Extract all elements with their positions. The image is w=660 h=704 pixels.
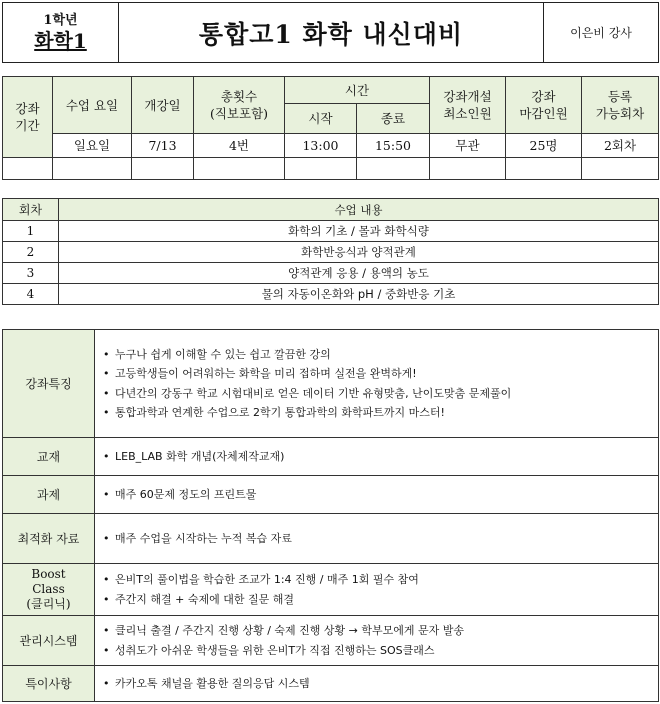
period-label: 강좌 기간 xyxy=(3,77,53,158)
session-no: 1 xyxy=(3,221,59,242)
session-content: 물의 자동이온화와 pH / 중화반응 기초 xyxy=(59,284,659,305)
sessions-table xyxy=(2,198,659,305)
management-value xyxy=(95,616,659,666)
empty-cell xyxy=(53,158,132,180)
header-time-end: 종료 xyxy=(357,104,430,134)
optimized-label: 최적화 자료 xyxy=(3,514,95,564)
grade-label: 1학년 xyxy=(43,12,78,28)
notes-item: • 카카오톡 채널을 활용한 질의응답 시스템 xyxy=(103,674,658,694)
boost-label-line: Boost xyxy=(31,567,66,581)
empty-cell xyxy=(3,158,53,180)
optimized-value xyxy=(95,514,659,564)
management-label: 관리시스템 xyxy=(3,616,95,666)
feature-item: • 통합과학과 연계한 수업으로 2학기 통합과학의 화학파트까지 마스터! xyxy=(103,403,658,423)
header-total-sessions: 총횟수 (직보포함) xyxy=(194,77,285,134)
empty-cell xyxy=(506,158,582,180)
empty-cell xyxy=(132,158,194,180)
value-total-sessions: 4번 xyxy=(194,134,285,158)
value-min-students: 무관 xyxy=(430,134,506,158)
subject-label: 화학1 xyxy=(34,28,87,53)
empty-cell xyxy=(285,158,357,180)
header-max-students: 강좌 마감인원 xyxy=(506,77,582,134)
empty-cell xyxy=(582,158,659,180)
header-table xyxy=(2,2,659,63)
header-available-session: 등록 가능회차 xyxy=(582,77,659,134)
features-table xyxy=(2,329,659,702)
homework-label: 과제 xyxy=(3,476,95,514)
sessions-header-no: 회차 xyxy=(3,199,59,221)
value-time-end: 15:50 xyxy=(357,134,430,158)
value-available-session: 2회차 xyxy=(582,134,659,158)
header-time-start: 시작 xyxy=(285,104,357,134)
textbook-item: • LEB_LAB 화학 개념(자체제작교재) xyxy=(103,447,658,467)
empty-cell xyxy=(430,158,506,180)
empty-cell xyxy=(357,158,430,180)
header-min-students: 강좌개설 최소인원 xyxy=(430,77,506,134)
grade-subject-cell xyxy=(3,3,119,63)
boost-value xyxy=(95,564,659,616)
homework-item: • 매주 60문제 정도의 프린트물 xyxy=(103,485,658,505)
feature-item: • 누구나 쉽게 이해할 수 있는 쉽고 깔끔한 강의 xyxy=(103,345,658,365)
value-start-date: 7/13 xyxy=(132,134,194,158)
boost-label-line: Class xyxy=(32,582,65,596)
features-value xyxy=(95,330,659,438)
header-day: 수업 요일 xyxy=(53,77,132,134)
management-item: • 성취도가 아쉬운 학생들을 위한 은비T가 직접 진행하는 SOS클래스 xyxy=(103,641,658,661)
value-time-start: 13:00 xyxy=(285,134,357,158)
boost-label xyxy=(3,564,95,616)
optimized-item: • 매주 수업을 시작하는 누적 복습 자료 xyxy=(103,529,658,549)
value-max-students: 25명 xyxy=(506,134,582,158)
session-content: 화학의 기초 / 몰과 화학식량 xyxy=(59,221,659,242)
page-title: 통합고1 화학 내신대비 xyxy=(119,3,544,63)
feature-item: • 고등학생들이 어려워하는 화학을 미리 접하며 실전을 완벽하게! xyxy=(103,364,658,384)
session-no: 2 xyxy=(3,242,59,263)
textbook-label: 교재 xyxy=(3,438,95,476)
boost-item: • 은비T의 풀이법을 학습한 조교가 1:4 진행 / 매주 1회 필수 참여 xyxy=(103,570,658,590)
notes-label: 특이사항 xyxy=(3,666,95,702)
homework-value xyxy=(95,476,659,514)
feature-item: • 다년간의 강동구 학교 시험대비로 얻은 데이터 기반 유형맞춤, 난이도맞춤 문제풀이 xyxy=(103,384,658,404)
header-time: 시간 xyxy=(285,77,430,104)
textbook-value xyxy=(95,438,659,476)
empty-cell xyxy=(194,158,285,180)
session-content: 양적관계 응용 / 용액의 농도 xyxy=(59,263,659,284)
header-start-date: 개강일 xyxy=(132,77,194,134)
session-no: 3 xyxy=(3,263,59,284)
teacher-name: 이은비 강사 xyxy=(544,3,659,63)
notes-value xyxy=(95,666,659,702)
boost-item: • 주간지 해결 + 숙제에 대한 질문 해결 xyxy=(103,590,658,610)
boost-label-line: (클리닉) xyxy=(26,597,71,611)
management-item: • 클리닉 출결 / 주간지 진행 상황 / 숙제 진행 상황 → 학부모에게 문자 발송 xyxy=(103,621,658,641)
features-label: 강좌특징 xyxy=(3,330,95,438)
course-info-table xyxy=(2,76,659,180)
session-content: 화학반응식과 양적관계 xyxy=(59,242,659,263)
sessions-header-content: 수업 내용 xyxy=(59,199,659,221)
value-day: 일요일 xyxy=(53,134,132,158)
session-no: 4 xyxy=(3,284,59,305)
